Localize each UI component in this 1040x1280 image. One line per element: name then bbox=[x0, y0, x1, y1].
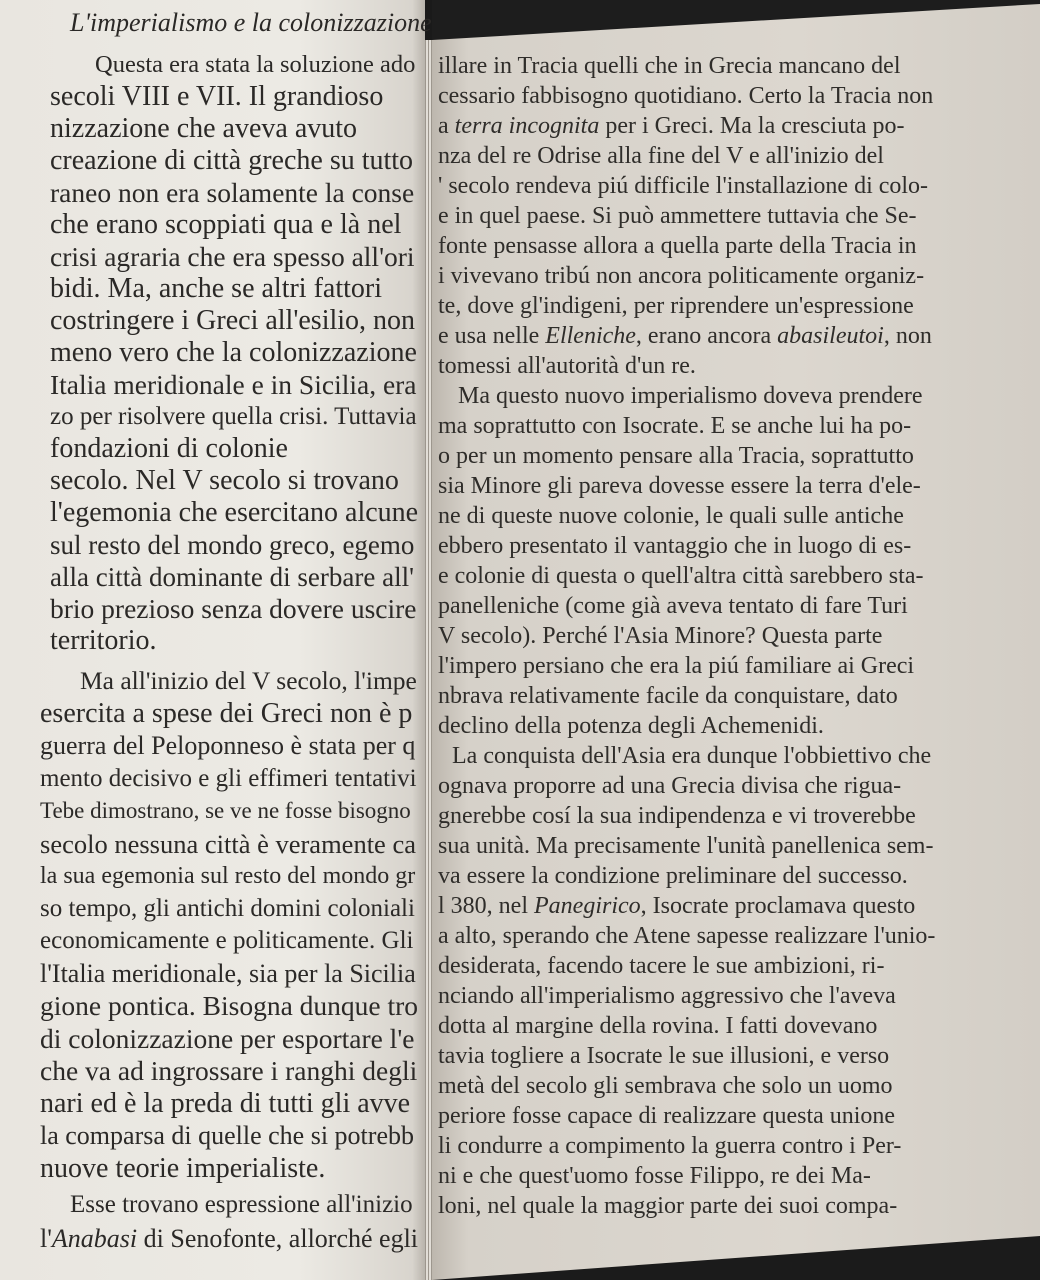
text-line: l'Italia meridionale, sia per la Sicilia bbox=[40, 958, 416, 988]
text-line: metà del secolo gli sembrava che solo un uomo bbox=[438, 1073, 893, 1099]
text-line: fonte pensasse allora a quella parte della Tracia in bbox=[438, 233, 917, 259]
text-line: la comparsa di quelle che si potrebb bbox=[40, 1121, 414, 1150]
text-line: li condurre a compimento la guerra contro i Per- bbox=[438, 1133, 902, 1159]
text-line: ' secolo rendeva piú difficile l'installazione di colo- bbox=[438, 173, 929, 199]
text-line: tomessi all'autorità d'un re. bbox=[438, 353, 696, 379]
text-line: loni, nel quale la maggior parte dei suoi compa- bbox=[438, 1193, 898, 1219]
page-edges bbox=[425, 40, 432, 1280]
text-line: sia Minore gli pareva dovesse essere la terra d'ele- bbox=[438, 473, 921, 499]
text-line: nari ed è la preda di tutti gli avve bbox=[40, 1087, 411, 1119]
text-line: gione pontica. Bisogna dunque tro bbox=[40, 990, 419, 1021]
text-line: esercita a spese dei Greci non è p bbox=[40, 697, 413, 729]
text-line: territorio. bbox=[50, 625, 157, 656]
text-line: La conquista dell'Asia era dunque l'obbiettivo che bbox=[452, 743, 932, 769]
text-line: i vivevano tribú non ancora politicamente organiz- bbox=[438, 263, 925, 289]
text-line: creazione di città greche su tutto bbox=[50, 145, 414, 176]
text-line: ne di queste nuove colonie, le quali sulle antiche bbox=[438, 503, 904, 529]
text-line: nciando all'imperialismo aggressivo che l'aveva bbox=[438, 983, 896, 1009]
text-line: zo per risolvere quella crisi. Tuttavia bbox=[50, 403, 417, 430]
text-line: fondazioni di colonie bbox=[50, 433, 288, 464]
text-line: desiderata, facendo tacere le sue ambizioni, ri- bbox=[438, 953, 885, 979]
text-line: sul resto del mondo greco, egemo bbox=[50, 530, 415, 560]
text-line: l'impero persiano che era la piú familiare ai Greci bbox=[438, 653, 915, 679]
text-line: mento decisivo e gli effimeri tentativi bbox=[40, 764, 417, 792]
text-line: Italia meridionale e in Sicilia, era bbox=[50, 369, 417, 400]
text-line: alla città dominante di serbare all' bbox=[50, 562, 414, 592]
text-line: tavia togliere a Isocrate le sue illusioni, e verso bbox=[438, 1043, 890, 1069]
text-line: o per un momento pensare alla Tracia, soprattutto bbox=[438, 443, 914, 469]
text-line: ma soprattutto con Isocrate. E se anche lui ha po- bbox=[438, 413, 912, 439]
right-book-page bbox=[432, 0, 1040, 1280]
text-line: te, dove gl'indigeni, per riprendere un'espressione bbox=[438, 293, 914, 319]
text-line: V secolo). Perché l'Asia Minore? Questa parte bbox=[438, 623, 883, 649]
text-line: secolo nessuna città è veramente ca bbox=[40, 828, 416, 859]
text-line: nuove teorie imperialiste. bbox=[40, 1152, 326, 1184]
text-line: nizzazione che aveva avuto bbox=[50, 113, 358, 144]
text-line: so tempo, gli antichi domini coloniali bbox=[40, 894, 415, 922]
text-line: sua unità. Ma precisamente l'unità panellenica sem- bbox=[438, 833, 934, 859]
text-line: dotta al margine della rovina. I fatti dovevano bbox=[438, 1013, 878, 1039]
background-shadow-bottom bbox=[432, 1236, 1040, 1280]
text-line: Esse trovano espressione all'inizio bbox=[70, 1191, 413, 1218]
text-line: secolo. Nel V secolo si trovano bbox=[50, 465, 399, 496]
text-line: Ma all'inizio del V secolo, l'impe bbox=[80, 666, 417, 695]
text-line: e usa nelle Elleniche, erano ancora abasileutoi, non bbox=[438, 323, 932, 349]
text-line: e in quel paese. Si può ammettere tuttavia che Se- bbox=[438, 203, 917, 229]
text-line: ni e che quest'uomo fosse Filippo, re dei Ma- bbox=[438, 1163, 871, 1189]
left-book-page bbox=[0, 0, 432, 1280]
text-line: costringere i Greci all'esilio, non bbox=[50, 305, 416, 336]
text-line: panelleniche (come già aveva tentato di fare Turi bbox=[438, 593, 908, 619]
text-line: brio prezioso senza dovere uscire bbox=[50, 593, 417, 624]
text-line: declino della potenza degli Achemenidi. bbox=[438, 713, 824, 739]
text-line: bidi. Ma, anche se altri fattori bbox=[50, 273, 382, 304]
text-line: ognava proporre ad una Grecia divisa che rigua- bbox=[438, 773, 902, 799]
text-line: economicamente e politicamente. Gli bbox=[40, 927, 414, 954]
text-line: gnerebbe cosí la sua indipendenza e vi troverebbe bbox=[438, 803, 916, 829]
text-line: cessario fabbisogno quotidiano. Certo la Tracia non bbox=[438, 83, 934, 109]
text-line: raneo non era solamente la conse bbox=[50, 177, 415, 208]
text-line: periore fosse capace di realizzare questa unione bbox=[438, 1103, 896, 1129]
running-head: L'imperialismo e la colonizzazione bbox=[70, 8, 432, 37]
text-line: di colonizzazione per esportare l'e bbox=[40, 1022, 415, 1054]
text-line: secoli VIII e VII. Il grandioso bbox=[50, 81, 384, 112]
text-line: e colonie di questa o quell'altra città sarebbero sta- bbox=[438, 563, 924, 589]
text-line: illare in Tracia quelli che in Grecia mancano del bbox=[438, 53, 901, 79]
text-line: meno vero che la colonizzazione bbox=[50, 337, 417, 368]
text-line: nbrava relativamente facile da conquistare, dato bbox=[438, 683, 898, 709]
text-line: la sua egemonia sul resto del mondo gr bbox=[40, 863, 416, 889]
text-line: l'egemonia che esercitano alcune bbox=[50, 497, 419, 528]
text-line: ebbero presentato il vantaggio che in luogo di es- bbox=[438, 533, 912, 559]
text-line: crisi agraria che era spesso all'ori bbox=[50, 241, 415, 272]
background-shadow-top bbox=[432, 0, 1040, 40]
text-line: nza del re Odrise alla fine del V e all'inizio del bbox=[438, 143, 884, 169]
text-line: Ma questo nuovo imperialismo doveva prendere bbox=[458, 383, 923, 409]
text-line: Tebe dimostrano, se ve ne fosse bisogno bbox=[40, 798, 411, 823]
text-line: a alto, sperando che Atene sapesse realizzare l'unio- bbox=[438, 923, 936, 949]
text-line: a terra incognita per i Greci. Ma la cresciuta po- bbox=[438, 113, 905, 139]
text-line: l 380, nel Panegirico, Isocrate proclamava questo bbox=[438, 893, 916, 919]
text-line: che va ad ingrossare i ranghi degli bbox=[40, 1055, 418, 1086]
text-line: Questa era stata la soluzione ado bbox=[95, 51, 416, 78]
text-line: che erano scoppiati qua e là nel bbox=[50, 209, 402, 240]
text-line: va essere la condizione preliminare del successo. bbox=[438, 863, 908, 889]
text-line: guerra del Peloponneso è stata per q bbox=[40, 731, 416, 760]
text-line: l'Anabasi di Senofonte, allorché egli bbox=[40, 1224, 419, 1253]
